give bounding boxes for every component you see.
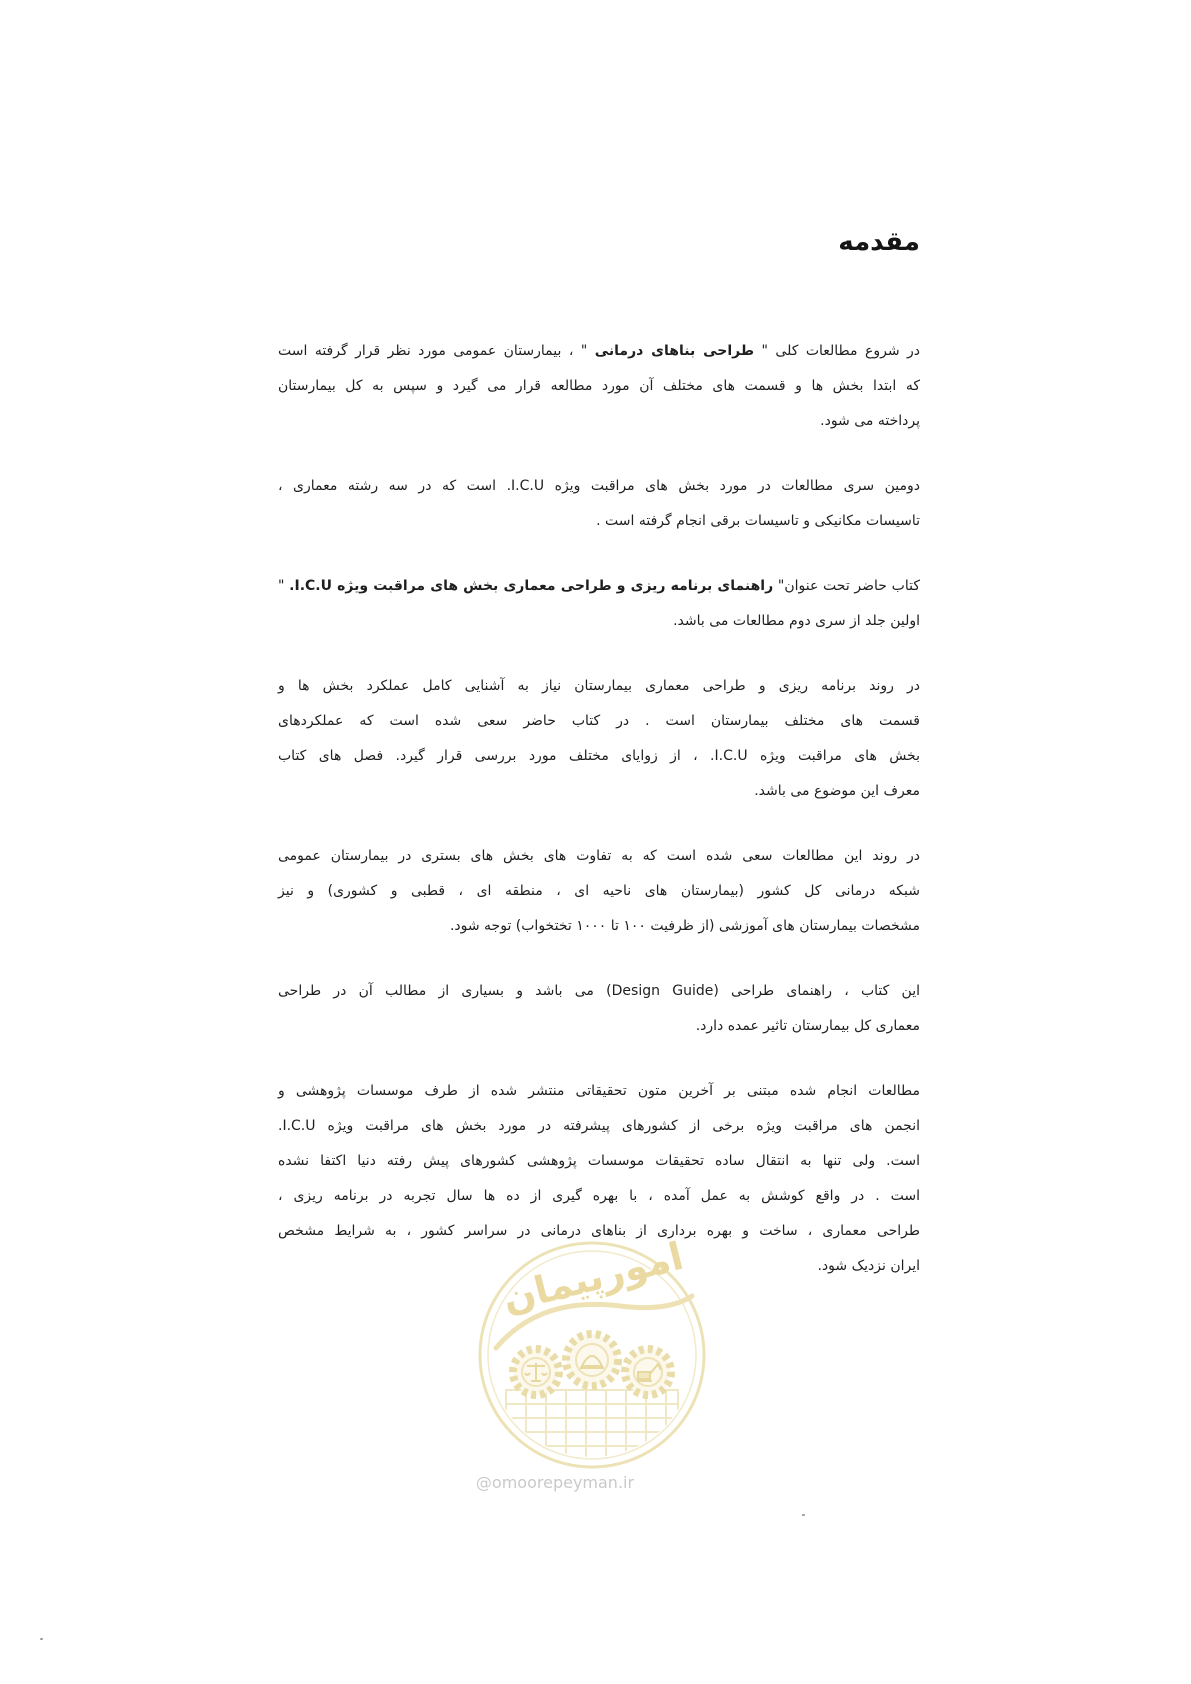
text-line: ایران نزدیک شود. xyxy=(817,1258,920,1274)
text-line xyxy=(278,334,920,369)
text-line: مشخصات بیمارستان های آموزشی (از ظرفیت ۱۰۰ تا ۱۰۰۰ تختخواب) توجه شود. xyxy=(449,918,920,934)
text-line: معرف این موضوع می باشد. xyxy=(754,783,920,799)
text-run: کتاب حاضر تحت عنوان" xyxy=(773,578,921,594)
text-run: در شروع مطالعات کلی " xyxy=(754,343,921,359)
text-line: دومین سری مطالعات در مورد بخش های مراقبت ویژه I.C.U. است که در سه رشته معماری ، xyxy=(278,478,920,494)
body-text xyxy=(278,334,920,1314)
text-line: طراحی معماری ، ساخت و بهره برداری از بناهای درمانی در سراسر کشور ، به شرایط مشخص xyxy=(278,1223,920,1239)
text-line: شبکه درمانی کل کشور (بیمارستان های ناحیه ای ، منطقه ای ، قطبی و کشوری) و نیز xyxy=(278,883,920,899)
paragraph-6 xyxy=(278,974,920,1044)
text-run: " ، بیمارستان عمومی مورد نظر قرار گرفته است xyxy=(278,343,595,359)
scan-speck xyxy=(40,1638,43,1640)
gear-icon xyxy=(566,1334,618,1386)
paragraph-4 xyxy=(278,669,920,809)
text-line: اولین جلد از سری دوم مطالعات می باشد. xyxy=(673,613,920,629)
text-line: در روند این مطالعات سعی شده است که به تفاوت های بخش های بستری در بیمارستان عمومی xyxy=(278,848,920,864)
text-line: معماری کل بیمارستان تاثیر عمده دارد. xyxy=(695,1018,920,1034)
text-line: انجمن های مراقبت ویژه برخی از کشورهای پیشرفته در مورد بخش های مراقبت ویژه I.C.U. xyxy=(278,1118,920,1134)
text-line: قسمت های مختلف بیمارستان است . در کتاب حاضر سعی شده است که عملکردهای xyxy=(278,713,920,729)
bold-phrase: راهنمای برنامه ریزی و طراحی معماری بخش های مراقبت ویژه I.C.U. xyxy=(289,578,774,594)
text-line xyxy=(278,569,920,604)
paragraph-2 xyxy=(278,469,920,539)
text-line: در روند برنامه ریزی و طراحی معماری بیمارستان نیاز به آشنایی کامل عملکرد بخش ها و xyxy=(278,678,920,694)
text-run: " xyxy=(278,578,290,594)
text-line: بخش های مراقبت ویژه I.C.U. ، از زوایای مختلف مورد بررسی قرار گیرد. فصل های کتاب xyxy=(278,748,920,764)
seal-lettering: امورپیمان xyxy=(498,1233,688,1322)
text-line: پرداخته می شود. xyxy=(820,413,920,429)
paragraph-7 xyxy=(278,1074,920,1284)
paragraph-5 xyxy=(278,839,920,944)
text-line: است . در واقع کوشش به عمل آمده ، با بهره گیری از ده ها سال تجربه در برنامه ریزی ، xyxy=(278,1188,920,1204)
text-line: این کتاب ، راهنمای طراحی (Design Guide) می باشد و بسیاری از مطالب آن در طراحی xyxy=(278,983,921,999)
bold-phrase: طراحی بناهای درمانی xyxy=(594,343,755,359)
page-title: مقدمه xyxy=(838,227,920,257)
paragraph-3 xyxy=(278,569,920,639)
paragraph-1 xyxy=(278,334,920,439)
text-line: است. ولی تنها به انتقال ساده تحقیقات موسسات پژوهشی کشورهای پیش رفته دنیا اکتفا نشده xyxy=(278,1153,920,1169)
text-line: مطالعات انجام شده مبتنی بر آخرین متون تحقیقاتی منتشر شده از طرف موسسات پژوهشی و xyxy=(278,1083,920,1099)
text-line: که ابتدا بخش ها و قسمت های مختلف آن مورد مطالعه قرار می گیرد و سپس به کل بیمارستان xyxy=(278,378,920,394)
scan-speck xyxy=(802,1514,805,1516)
watermark-url: @omoorepeyman.ir xyxy=(475,1473,635,1492)
text-line: تاسیسات مکانیکی و تاسیسات برقی انجام گرفته است . xyxy=(596,513,920,529)
